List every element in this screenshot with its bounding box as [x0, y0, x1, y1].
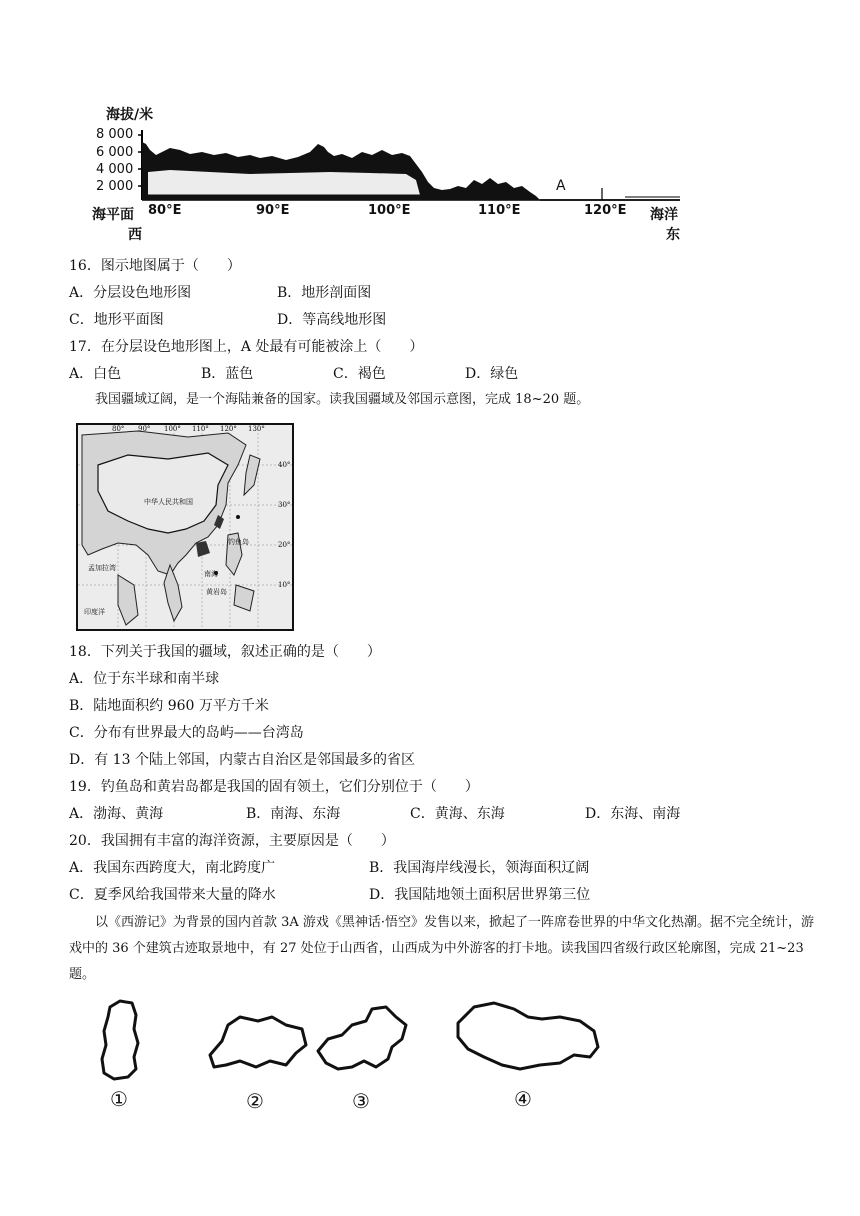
terrain-profile-graphic [90, 100, 690, 245]
question-18-stem: 18．下列关于我国的疆域，叙述正确的是（ ） [69, 644, 381, 660]
question-19-option-c: C．黄海、东海 [410, 806, 505, 822]
profile-x-tick: 100°E [368, 203, 411, 218]
profile-x-tick: 90°E [256, 203, 290, 218]
question-17-option-d: D．绿色 [465, 366, 519, 382]
question-19-option-d: D．东海、南海 [585, 806, 681, 822]
question-17-option-c: C．褐色 [333, 366, 386, 382]
profile-x-tick: 120°E [584, 203, 627, 218]
china-territory-map [76, 423, 294, 631]
profile-east-label: 东 [666, 227, 680, 243]
question-17-option-a: A．白色 [69, 366, 122, 382]
outline-number-4: ④ [514, 1087, 532, 1111]
question-20-option-b: B．我国海岸线漫长，领海面积辽阔 [369, 860, 590, 876]
map-lon-label: 80° [112, 425, 125, 433]
map-lon-label: 90° [138, 425, 151, 433]
question-16-option-a: A．分层设色地形图 [69, 285, 192, 301]
map-lon-label: 120° [220, 425, 237, 433]
question-20-option-a: A．我国东西跨度大，南北跨度广 [69, 860, 276, 876]
profile-y-axis-label: 海拔/米 [106, 107, 154, 123]
profile-x-tick: 80°E [148, 203, 182, 218]
profile-y-tick: 2 000 [96, 179, 134, 194]
map-lat-label: 20° [278, 541, 291, 549]
outline-number-2: ② [246, 1089, 264, 1113]
question-19-stem: 19．钓鱼岛和黄岩岛都是我国的固有领土，它们分别位于（ ） [69, 779, 479, 795]
profile-ocean-label: 海洋 [650, 207, 678, 223]
map-lon-label: 110° [192, 425, 209, 433]
profile-y-tick: 4 000 [96, 162, 134, 177]
map-lon-label: 100° [164, 425, 181, 433]
outline-number-3: ③ [352, 1089, 370, 1113]
map-lon-label: 130° [248, 425, 265, 433]
profile-y-tick: 8 000 [96, 127, 134, 142]
map-place-label: 孟加拉湾 [88, 564, 116, 572]
question-16-option-d: D．等高线地形图 [277, 312, 387, 328]
profile-x-tick: 110°E [478, 203, 521, 218]
question-17-stem: 17．在分层设色地形图上，A 处最有可能被涂上（ ） [69, 339, 424, 355]
question-17-option-b: B．蓝色 [201, 366, 254, 382]
question-16-option-c: C．地形平面图 [69, 312, 164, 328]
intro-paragraph-18-20: 我国疆域辽阔，是一个海陆兼备的国家。读我国疆域及邻国示意图，完成 18~20 题。 [95, 392, 590, 407]
question-16-option-b: B．地形剖面图 [277, 285, 372, 301]
province-outlines-figure [90, 995, 610, 1120]
question-20-option-d: D．我国陆地领土面积居世界第三位 [369, 887, 591, 903]
map-place-label: 中华人民共和国 [144, 498, 193, 506]
question-20-stem: 20．我国拥有丰富的海洋资源，主要原因是（ ） [69, 833, 395, 849]
profile-sea-level-label: 海平面 [92, 207, 134, 223]
question-20-option-c: C．夏季风给我国带来大量的降水 [69, 887, 276, 903]
map-lat-label: 30° [278, 501, 291, 509]
question-18-option-c: C．分布有世界最大的岛屿——台湾岛 [69, 725, 304, 741]
question-18-option-a: A．位于东半球和南半球 [69, 671, 220, 687]
map-lat-label: 40° [278, 461, 291, 469]
question-19-option-b: B．南海、东海 [246, 806, 341, 822]
china-map-graphic [78, 425, 292, 629]
question-19-option-a: A．渤海、黄海 [69, 806, 164, 822]
profile-point-a: A [556, 178, 566, 194]
profile-y-tick: 6 000 [96, 145, 134, 160]
profile-west-label: 西 [128, 227, 142, 243]
question-16-stem: 16．图示地图属于（ ） [69, 258, 241, 274]
outline-number-1: ① [110, 1087, 128, 1111]
map-place-label: 南海 [204, 570, 218, 578]
question-18-option-d: D．有 13 个陆上邻国，内蒙古自治区是邻国最多的省区 [69, 752, 415, 768]
map-place-label: 黄岩岛 [206, 588, 227, 596]
map-place-label: 钓鱼岛 [228, 538, 249, 546]
map-lat-label: 10° [278, 581, 291, 589]
terrain-profile-figure [90, 100, 690, 245]
map-place-label: 印度洋 [84, 608, 105, 616]
question-18-option-b: B．陆地面积约 960 万平方千米 [69, 698, 269, 714]
province-outlines-graphic [90, 995, 610, 1120]
intro-paragraph-21-23: 以《西游记》为背景的国内首款 3A 游戏《黑神话·悟空》发售以来，掀起了一阵席卷世界的中华文化热潮。据不完全统计，游戏中的 36 个建筑古迹取景地中，有 27 处位于山西省，山西成为中外游客的打卡地。读我国四省级行政区轮廓图，完成 21~23 题。 [69, 915, 815, 982]
